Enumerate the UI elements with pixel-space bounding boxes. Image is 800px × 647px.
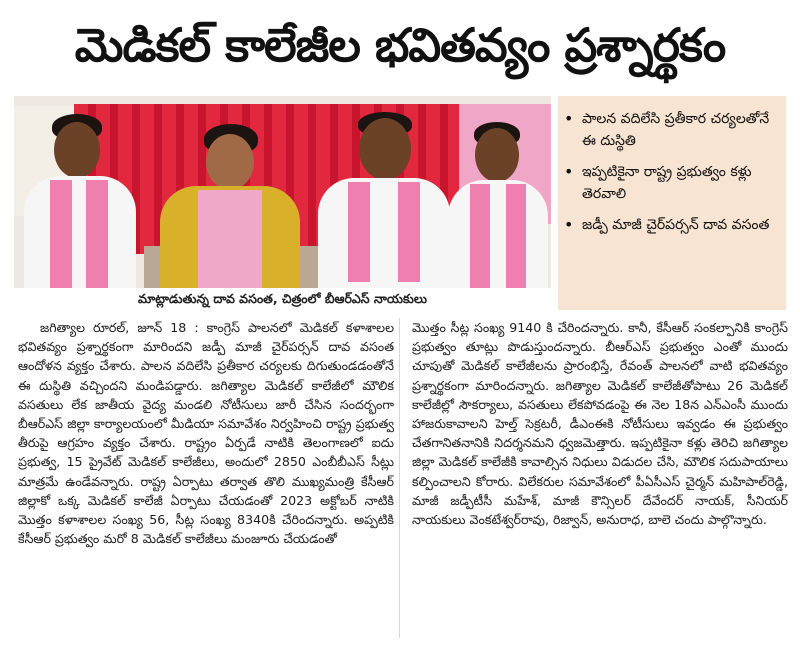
photo-person-1 <box>20 114 140 288</box>
article-body <box>18 318 788 644</box>
photo-person-3 <box>314 112 454 288</box>
column-divider <box>399 318 400 638</box>
photo-person-2 <box>154 124 304 288</box>
news-photo <box>14 96 551 288</box>
bullet-icon: • <box>564 162 574 181</box>
highlight-item <box>564 161 778 205</box>
highlight-text: జడ్పీ మాజీ చైర్‌పర్సన్ దావ వసంత <box>582 217 770 233</box>
headline: మెడికల్ కాలేజీల భవితవ్యం ప్రశ్నార్థకం <box>74 18 726 72</box>
article-column-1 <box>18 318 394 644</box>
highlight-item <box>564 214 778 236</box>
highlight-text: ఇప్పటికైనా రాష్ట్ర ప్రభుత్వం కళ్లు తెరవాలి <box>582 164 752 202</box>
article-paragraph: మొత్తం సీట్ల సంఖ్య 9140 కి చేరిందన్నారు. కానీ, కేసీఆర్ సంకల్పానికి కాంగ్రెస్ ప్రభుత్వం తూట్లు పొడుస్తుందన్నారు. బీఆర్ఎస్ ప్రభుత్వం ఎంతో ముందు చూపుతో మెడికల్ కాలేజీలను ప్రారంభిస్తే, రేవంత్ పాలనలో వాటి భవితవ్యం ప్రశ్నార్థకంగా మారిందన్నారు. జగిత్యాల మెడికల్ కాలేజీతోపాటు 26 మెడికల్ కాలేజీల్లో సౌకర్యాలు, వసతులు లేకపోవడంపై ఈ నెల 18న ఎన్ఎంసీ ముందు హాజరుకావాలని హెల్త్ సెక్రటరీ, డీఎంఈకి నోటీసులు ఇవ్వడం ఈ ప్రభుత్వం చేతగానితనానికి నిదర్శనమని ధ్వజమెత్తారు. ఇప్పటికైనా కళ్లు తెరిచి జగిత్యాల జిల్లా మెడికల్ కాలేజీకి కావాల్సిన నిధులు విడుదల చేసి, మౌలిక సదుపాయాలు కల్పించాలని కోరారు. విలేకరుల సమావేశంలో పీఏసీఎస్ చైర్మన్ మహిపాల్‌రెడ్డి, మాజీ జడ్పీటీసీ మహేశ్, మాజీ కౌన్సిలర్ దేవేందర్ నాయక్, సీనియర్ నాయకులు వెంకటేశ్వర్‌రావు, రిజ్వాన్, అనురాధ, బాలె చందు పాల్గొన్నారు. <box>412 320 788 528</box>
photo-person-4 <box>446 122 550 288</box>
photo-caption: మాట్లాడుతున్న దావ వసంత, చిత్రంలో బీఆర్ఎస్ నాయకులు <box>14 288 551 310</box>
highlights-box <box>558 96 786 310</box>
bullet-icon: • <box>564 215 574 234</box>
bullet-icon: • <box>564 109 574 128</box>
article-paragraph: జగిత్యాల రూరల్, జూన్ 18 : కాంగ్రెస్ పాలనలో మెడికల్ కళాశాలల భవితవ్యం ప్రశ్నార్థకంగా మారిందని జడ్పీ మాజీ చైర్‌పర్సన్ దావ వసంత ఆందోళన వ్యక్తం చేశారు. పాలన వదిలేసి ప్రతీకార చర్యలకు దిగుతుండడంతోనే ఈ దుస్థితి వచ్చిందని మండిపడ్డారు. జగిత్యాల మెడికల్ కాలేజీలో మౌలిక వసతులు లేక జాతీయ వైద్య మండలి నోటీసులు జారీ చేసిన సందర్భంగా బీఆర్ఎస్ జిల్లా కార్యాలయంలో మీడియా సమావేశం నిర్వహించి రాష్ట్ర ప్రభుత్వ తీరుపై ఆగ్రహం వ్యక్తం చేశారు. రాష్ట్రం ఏర్పడే నాటికి తెలంగాణలో ఐదు ప్రభుత్వ, 15 ప్రైవేట్ మెడికల్ కాలేజీలు, అందులో 2850 ఎంబీబీఎస్ సీట్లు మాత్రమే ఉండేవన్నారు. రాష్ట్ర ఏర్పాటు తర్వాత తొలి ముఖ్యమంత్రి కేసీఆర్ జిల్లాకో ఒక్క మెడికల్ కాలేజీ ఏర్పాటు చేయడంతో 2023 అక్టోబర్ నాటికి మొత్తం కళాశాలల సంఖ్య 56, సీట్ల సంఖ్య 8340కి చేరిందన్నారు. అప్పటికి కేసీఆర్ ప్రభుత్వం మరో 8 మెడికల్ కాలేజీలు మంజూరు చేయడంతో <box>18 320 394 547</box>
article-column-2 <box>412 318 788 644</box>
highlight-item <box>564 108 778 152</box>
highlight-text: పాలన వదిలేసి ప్రతీకార చర్యలతోనే ఈ దుస్థితి <box>582 111 770 149</box>
